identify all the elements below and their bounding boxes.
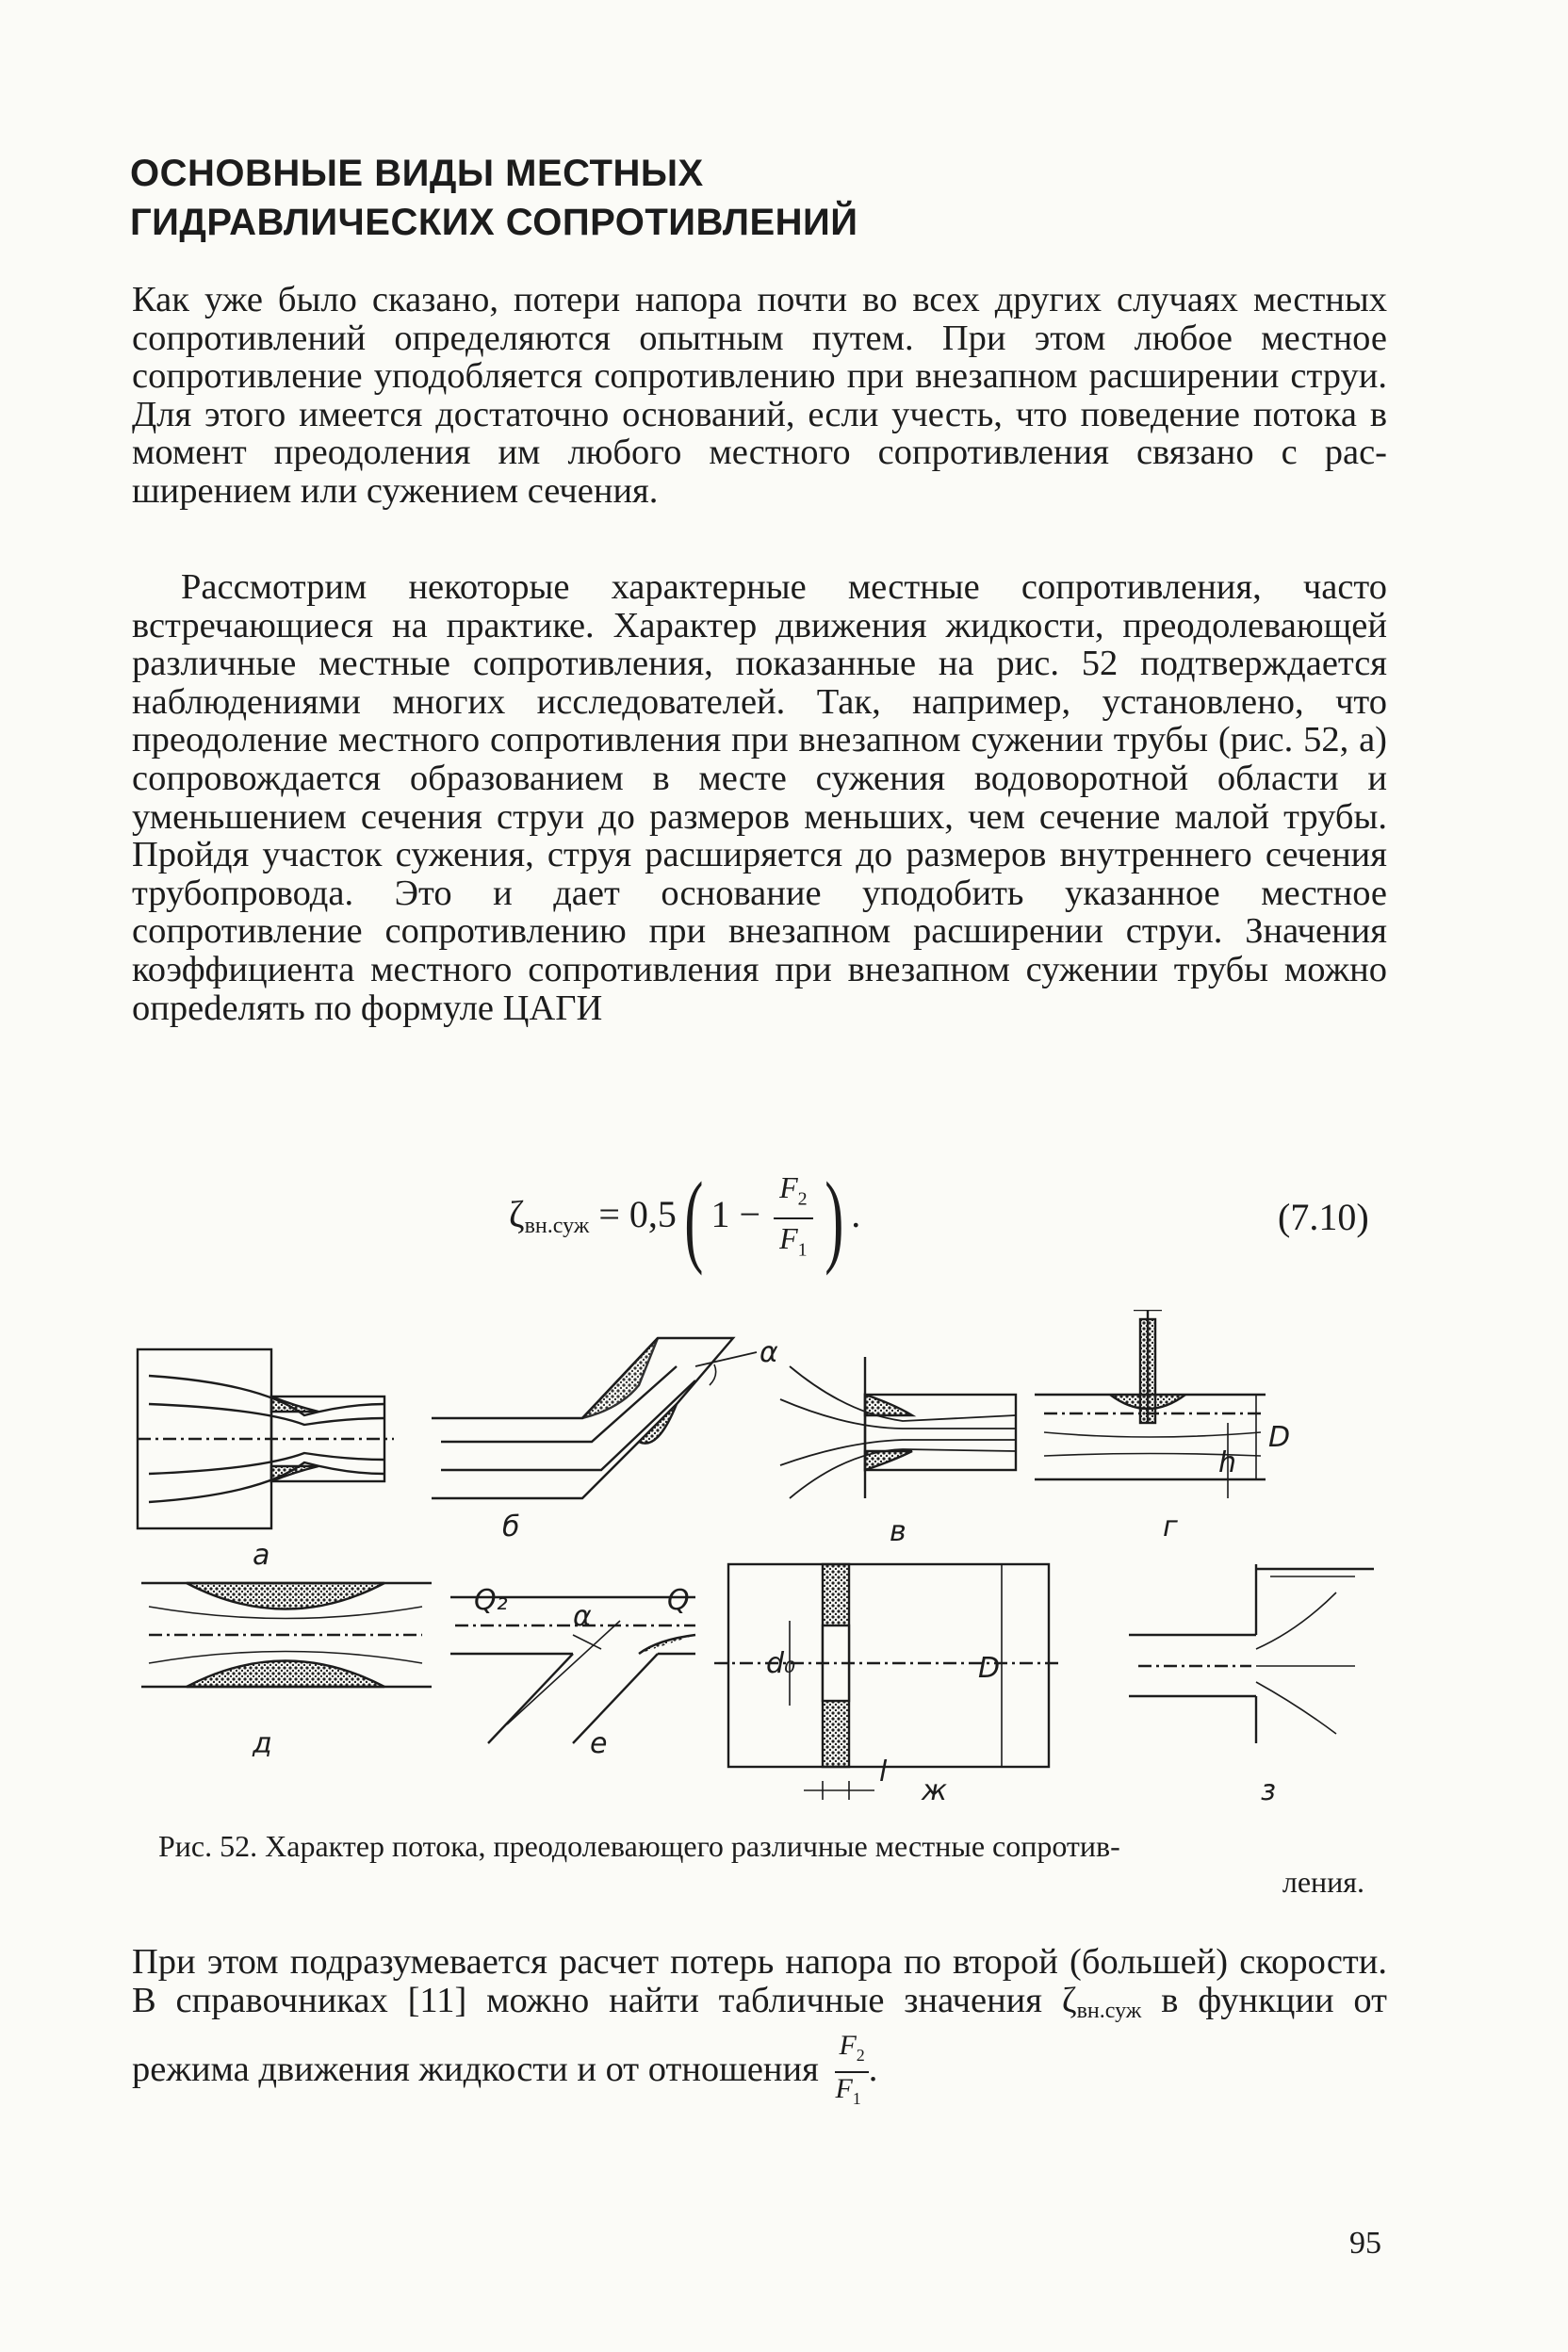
diagram-zh-orifice-plate [714, 1564, 1063, 1800]
inline-fraction: $\frac{F_2}{F_1}$ [835, 2030, 868, 2115]
heading-line-1: ОСНОВНЫЕ ВИДЫ МЕСТНЫХ [130, 153, 704, 194]
diagram-a-sudden-contraction [138, 1349, 394, 1528]
diagram-z-tank-outlet [1129, 1564, 1374, 1743]
formula-zeta-subscript: вн.суж [524, 1214, 590, 1239]
paragraph-3 [132, 1943, 1387, 2115]
label-g: г [1163, 1511, 1178, 1544]
label-zh: ж [922, 1774, 948, 1807]
formula-fraction [774, 1168, 813, 1269]
label-v: в [890, 1515, 906, 1548]
formula-period: . [851, 1193, 861, 1236]
label-z: з [1261, 1774, 1276, 1807]
caption-tail: ления. [1282, 1865, 1364, 1899]
dim-h-valve: h [1218, 1446, 1237, 1479]
paragraph-3-text-a: При этом подразумевается расчет потерь напора по второй (большей) скорости. В справочниках [11] можно найти табличные значения [132, 1942, 1387, 2020]
formula-7-10 [509, 1161, 861, 1280]
dim-D-orifice: D [978, 1652, 1001, 1685]
heading-line-2: ГИДРАВЛИЧЕСКИХ СОПРОТИВЛЕНИЙ [130, 202, 858, 243]
paragraph-3-text-b: в функции от режима движения жидкости и от отношения [132, 1980, 1387, 2090]
paragraph-3-period: . [868, 2050, 878, 2090]
formula-one-minus: 1 − [710, 1193, 761, 1236]
caption-text: Рис. 52. Характер потока, преодолевающего различные местные сопротив- [158, 1829, 1120, 1863]
dim-Q2: Q₂ [474, 1584, 508, 1617]
diagram-d-venturi [141, 1583, 432, 1687]
figure-52 [130, 1310, 1393, 1809]
diagram-v-entrance [780, 1357, 1016, 1498]
paragraph-1: Как уже было сказано, потери напора почти во всех других случаях местных сопротивлений определяются опытным путем. При этом любое местное сопротивление уподобляется сопротивлению при внезапном расширении струи. Для этого имеется достаточно оснований, если учесть, что поведение потока в момент преодоления им любого местного сопротивления связано с расширением или сужением сечения. [132, 280, 1387, 511]
diagram-b-bend [432, 1338, 757, 1498]
section-heading [130, 149, 1167, 247]
dim-Q: Q [667, 1584, 690, 1617]
dim-D-valve: D [1268, 1421, 1291, 1454]
formula-number: (7.10) [1278, 1196, 1369, 1238]
right-paren: ) [824, 1161, 844, 1276]
inline-zeta: ζвн.суж [1061, 1980, 1142, 2023]
fraction-denominator: $F_1$ [779, 1221, 808, 1261]
formula-equals: = 0,5 [598, 1193, 677, 1236]
dim-d0: d₀ [766, 1647, 796, 1680]
page-number: 95 [1349, 2226, 1381, 2261]
left-paren: ( [684, 1161, 704, 1276]
dim-alpha-tee: α [573, 1600, 592, 1633]
label-d: д [253, 1727, 272, 1760]
dim-alpha-bend: α [760, 1336, 778, 1369]
fraction-numerator: $F_2$ [774, 1168, 813, 1219]
label-a: а [253, 1539, 270, 1572]
label-e: е [590, 1727, 608, 1760]
figure-caption [158, 1828, 1383, 1900]
dim-l: l [879, 1756, 888, 1788]
label-b: б [502, 1511, 520, 1544]
formula-zeta: ζ [509, 1193, 525, 1236]
paragraph-2: Рассмотрим некоторые характерные местные сопротивления, часто встречающиеся на практике. Характер движения жидкости, преодолевающей различные местные сопротивления, показанные на рис. 52 подтверждается наблюдениями многих исследователей. Так, например, установлено, что преодоление местного сопротивления при внезапном сужении трубы (рис. 52, а) сопровождается образованием в месте сужения водоворотной области и уменьшением сечения струи до размеров меньших, чем сечение малой трубы. Пройдя участок сужения, струя расширяется до размеров внутреннего сечения трубопровода. Это и дает основание уподобить указанное местное сопротивление сопротивлению при внезапном расширении струи. Значения коэффициента местного сопротивления при внезапном сужении трубы можно опреdелять по формуле ЦАГИ [132, 567, 1387, 1028]
